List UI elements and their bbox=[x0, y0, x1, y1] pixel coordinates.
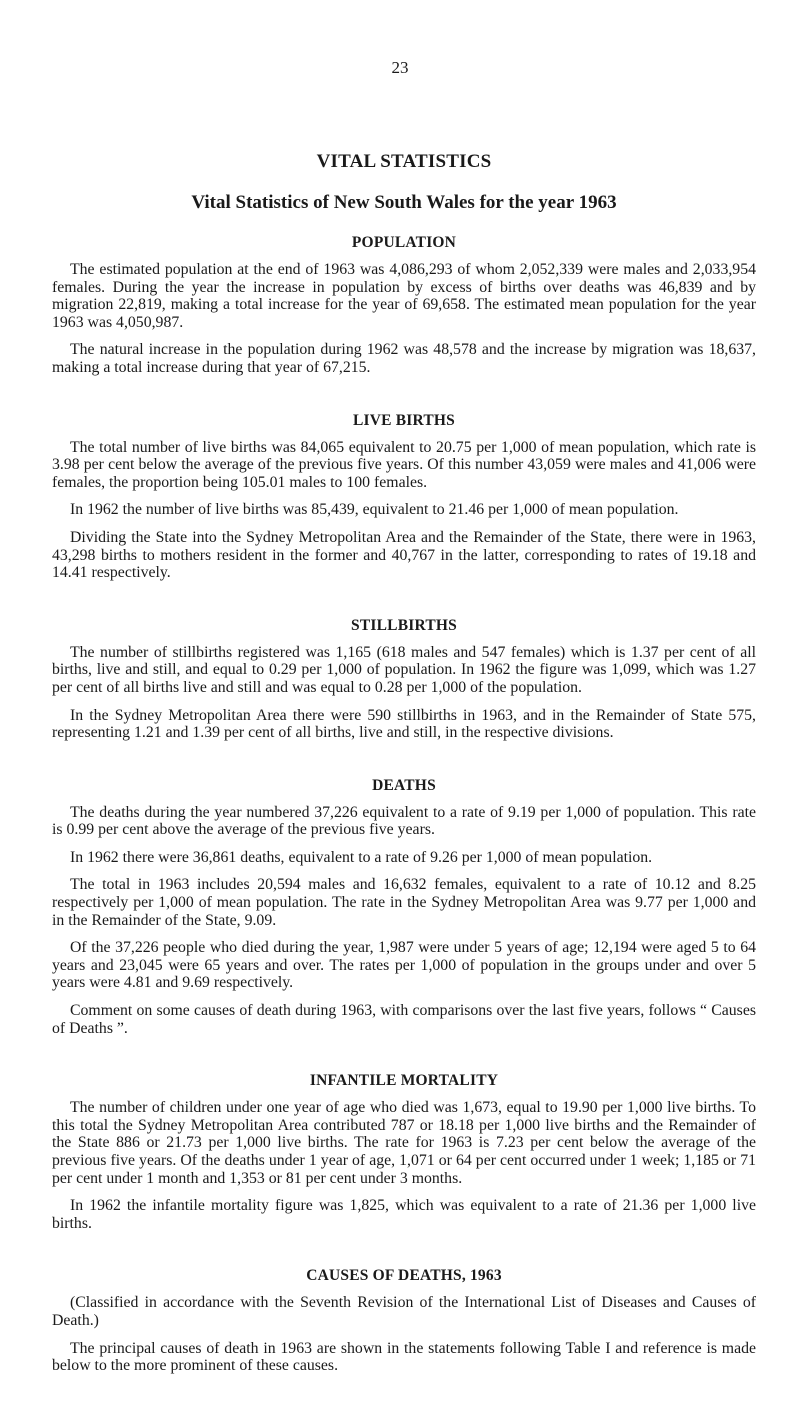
section-heading: DEATHS bbox=[372, 776, 436, 794]
section-heading: CAUSES OF DEATHS, 1963 bbox=[306, 1267, 502, 1285]
paragraph: The number of stillbirths registered was 1,165 (618 males and 547 females) which is 1.37 per cent of all births, live and still, and equal to 0.29 per 1,000 of population. In 1962 the figure was 1,099, which was 1.27 per cent of all births live and still and was equal to 0.28 per 1,000 of the population. bbox=[52, 643, 756, 696]
section-heading: INFANTILE MORTALITY bbox=[309, 1072, 499, 1090]
section-live-births bbox=[52, 411, 756, 582]
section-deaths bbox=[52, 776, 756, 1038]
paragraph: Of the 37,226 people who died during the year, 1,987 were under 5 years of age; 12,194 were aged 5 to 64 years and 23,045 were 65 years and over. The rates per 1,000 of population in the groups under and over 5 years were 4.81 and 9.69 respectively. bbox=[52, 939, 756, 992]
section-causes-of-deaths bbox=[52, 1266, 756, 1374]
section-infantile-mortality bbox=[52, 1071, 756, 1232]
page-number: 23 bbox=[391, 58, 409, 77]
paragraph: In 1962 the infantile mortality figure was 1,825, which was equivalent to a rate of 21.36 per 1,000 live births. bbox=[52, 1197, 756, 1232]
paragraph: The principal causes of death in 1963 are shown in the statements following Table I and reference is made below to the more prominent of these causes. bbox=[52, 1339, 756, 1375]
paragraph: In 1962 the number of live births was 85,439, equivalent to 21.46 per 1,000 of mean population. bbox=[70, 501, 679, 519]
section-population bbox=[52, 233, 756, 377]
page-content bbox=[52, 150, 756, 1375]
paragraph: In the Sydney Metropolitan Area there were 590 stillbirths in 1963, and in the Remainder of State 575, representing 1.21 and 1.39 per cent of all births, live and still, in the respective divisions. bbox=[52, 706, 756, 742]
sub-title: Vital Statistics of New South Wales for the year 1963 bbox=[191, 192, 617, 213]
paragraph: (Classified in accordance with the Seventh Revision of the International List of Diseases and Causes of Death.) bbox=[52, 1294, 756, 1329]
section-stillbirths bbox=[52, 616, 756, 742]
paragraph: The estimated population at the end of 1963 was 4,086,293 of whom 2,052,339 were males and 2,033,954 females. During the year the increase in population by excess of births over deaths was 46,839 and by migration 22,819, making a total increase for the year of 69,658. The estimated mean population for the year 1963 was 4,050,987. bbox=[52, 261, 756, 331]
paragraph: The number of children under one year of age who died was 1,673, equal to 19.90 per 1,000 live births. To this total the Sydney Metropolitan Area contributed 787 or 18.18 per 1,000 live births and the Remainder of the State 886 or 21.73 per 1,000 live births. The rate for 1963 is 7.23 per cent below the average of the previous five years. Of the deaths under 1 year of age, 1,071 or 64 per cent occurred under 1 week; 1,185 or 71 per cent under 1 month and 1,353 or 81 per cent under 3 months. bbox=[52, 1099, 756, 1187]
paragraph: The natural increase in the population during 1962 was 48,578 and the increase by migration was 18,637, making a total increase during that year of 67,215. bbox=[52, 341, 756, 376]
section-heading: LIVE BIRTHS bbox=[352, 411, 455, 429]
paragraph: Comment on some causes of death during 1963, with comparisons over the last five years, follows “ Causes of Deaths ”. bbox=[52, 1002, 756, 1037]
paragraph: The total in 1963 includes 20,594 males and 16,632 females, equivalent to a rate of 10.12 and 8.25 respectively per 1,000 of mean population. The rate in the Sydney Metropolitan Area was 9.77 per 1,000 and in the Remainder of the State, 9.09. bbox=[52, 876, 756, 929]
section-heading: POPULATION bbox=[351, 234, 457, 251]
paragraph: Dividing the State into the Sydney Metropolitan Area and the Remainder of the State, there were in 1963, 43,298 births to mothers resident in the former and 40,767 in the latter, corresponding to rates of 19.18 and 14.41 respectively. bbox=[52, 528, 756, 582]
paragraph: In 1962 there were 36,861 deaths, equivalent to a rate of 9.26 per 1,000 of mean population. bbox=[70, 848, 653, 866]
paragraph: The deaths during the year numbered 37,226 equivalent to a rate of 9.19 per 1,000 of population. This rate is 0.99 per cent above the average of the previous five years. bbox=[52, 803, 756, 839]
section-heading: STILLBIRTHS bbox=[351, 616, 457, 634]
main-title: VITAL STATISTICS bbox=[316, 151, 492, 172]
paragraph: The total number of live births was 84,065 equivalent to 20.75 per 1,000 of mean population, which rate is 3.98 per cent below the average of the previous five years. Of this number 43,059 were males and 41,006 were females, the proportion being 105.01 males to 100 females. bbox=[52, 438, 756, 491]
